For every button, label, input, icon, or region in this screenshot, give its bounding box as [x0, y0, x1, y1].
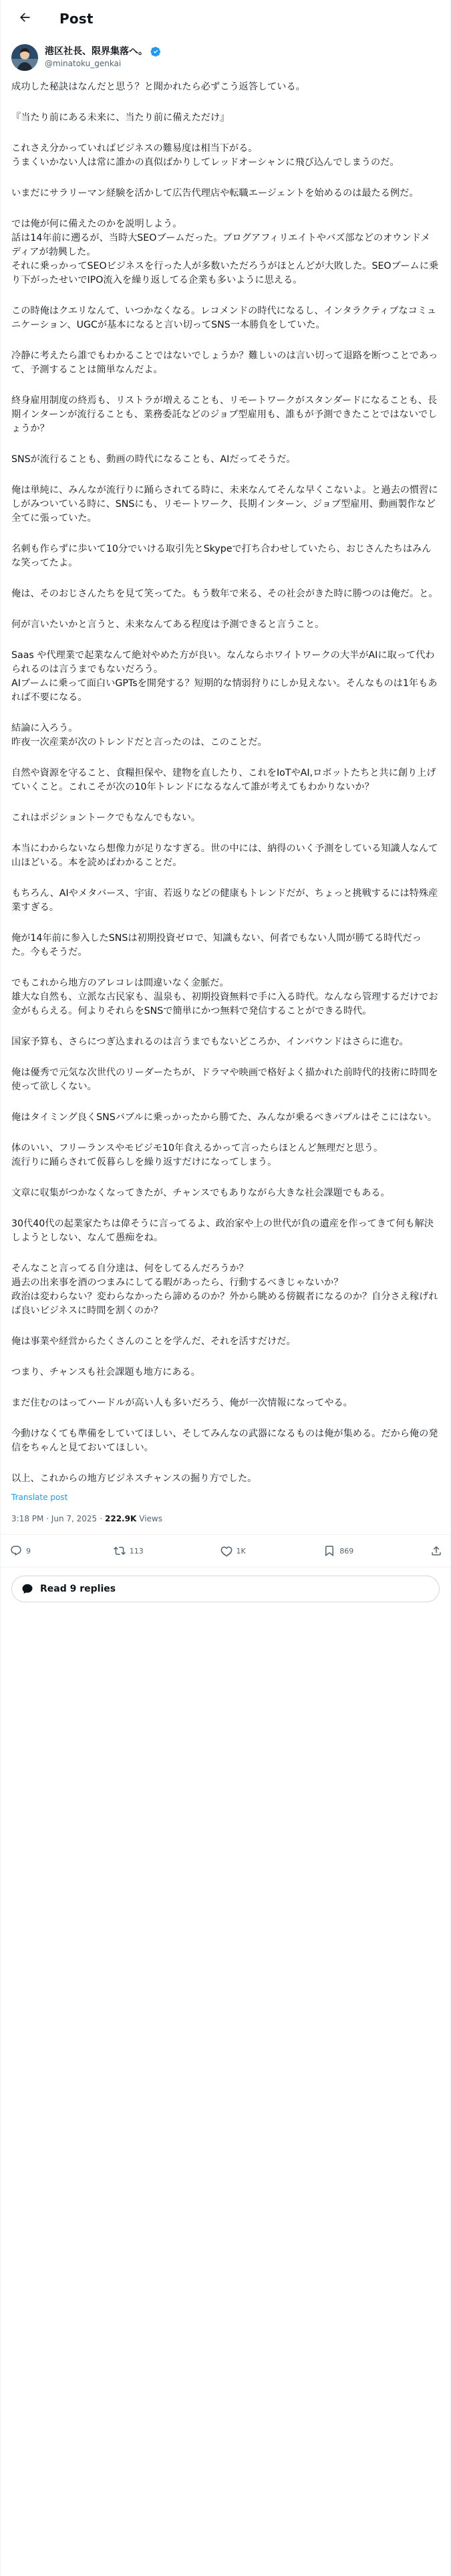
like-count: 1K: [236, 1546, 246, 1555]
reply-button[interactable]: [10, 1545, 37, 1557]
views-count: 222.9K: [105, 1514, 137, 1523]
tweet-paragraph: 結論に入ろう。 昨夜一次産業が次のトレンドだと言ったのは、このことだ。: [11, 723, 267, 748]
author-names: [45, 45, 161, 70]
tweet-paragraph: 自然や資源を守ること、食糧担保や、建物を直したり、これをIoTやAI,ロボットたちと共に創り上げていくこと。これこそが次の10年トレンドになるなんて誰が考えてもわかりないか？: [11, 768, 436, 792]
timestamp[interactable]: 3:18 PM · Jun 7, 2025: [11, 1514, 98, 1523]
tweet-text: [11, 80, 440, 1486]
tweet-paragraph: 俺が14年前に参入したSNSは初期投資ゼロで、知識もない、何者でもない人間が勝てる時代だった。今もそうだ。: [11, 933, 422, 958]
action-bar: [1, 1534, 450, 1568]
heart-icon: [220, 1545, 233, 1557]
tweet-paragraph: いまだにサラリーマン経験を活かして広告代理店や転職エージェントを始めるのは最たる例だ。: [11, 188, 419, 199]
author-row: [11, 44, 440, 71]
share-icon: [430, 1545, 442, 1557]
tweet-paragraph: まだ住むのはってハードルが高い人も多いだろう、俺が一次情報になってやる。: [11, 1398, 353, 1408]
replies-section: [1, 1568, 450, 1610]
tweet-paragraph: 俺は優秀で元気な次世代のリーダーたちが、ドラマや映画で格好よく描かれた前時代的技術に時間を使って欲しくない。: [11, 1067, 438, 1092]
repost-button[interactable]: [114, 1545, 144, 1557]
tweet-paragraph: 何が言いたいかと言うと、未来なんてある程度は予測できると言うこと。: [11, 619, 325, 630]
repost-count: 113: [129, 1546, 144, 1555]
tweet-paragraph: 冷静に考えたら誰でもわかることではないでしょうか？難しいのは言い切って退路を断つことであって、予測することは簡単なんだよ。: [11, 350, 438, 375]
tweet-paragraph: 国家予算も、さらにつぎ込まれるのは言うまでもないどころか、インバウンドはさらに進む。: [11, 1037, 409, 1047]
bookmark-button[interactable]: [323, 1545, 353, 1557]
repost-icon: [114, 1545, 126, 1557]
name-line: [45, 45, 161, 58]
tweet-paragraph: SNSが流行ることも、動画の時代になることも、AIだってそうだ。: [11, 454, 296, 465]
speech-bubble-icon: [21, 1583, 33, 1595]
tweet-paragraph: 名刺も作らずに歩いて10分でいける取引先とSkypeで打ち合わせしていたら、おじさんたちはみんな笑ってたよ。: [11, 544, 432, 568]
avatar[interactable]: [11, 44, 38, 71]
views-label: Views: [139, 1514, 162, 1523]
tweet-paragraph: これはポジショントークでもなんでもない。: [11, 813, 201, 823]
like-button[interactable]: [220, 1545, 247, 1557]
read-replies-label: Read 9 replies: [40, 1584, 116, 1594]
bookmark-icon: [323, 1545, 335, 1557]
back-button[interactable]: [13, 7, 37, 31]
tweet-paragraph: 俺は事業や経営からたくさんのことを学んだ、それを活すだけだ。: [11, 1336, 296, 1347]
tweet-paragraph: これさえ分かっていればビジネスの難易度は相当下がる。 うまくいかない人は常に誰かの真似ばかりしてレッドオーシャンに飛び込んでしまうのだ。: [11, 143, 400, 168]
top-bar: [1, 0, 450, 37]
tweet-paragraph: 以上、これからの地方ビジネスチャンスの掘り方でした。: [11, 1473, 257, 1484]
tweet-paragraph: つまり、チャンスも社会課題も地方にある。: [11, 1367, 200, 1378]
tweet-paragraph: 終身雇用制度の終焉も、リストラが増えることも、リモートワークがスタンダードになることも、長期インターンが流行ることも、業務委託などのジョブ型雇用も、誰もが予測できたことではないでしょうか？: [11, 395, 438, 434]
tweet: [1, 37, 450, 1534]
tweet-paragraph: 成功した秘訣はなんだと思う？と聞かれたら必ずこう返答している。: [11, 82, 305, 92]
tweet-paragraph: でもこれから地方のアレコレは間違いなく金脈だ。 雄大な自然も、立派な古民家も、温泉も、初期投資無料で手に入る時代。なんなら管理するだけでお金がもらえる。何よりそれらをSNSで簡単にかつ無料で発信することができる時代。: [11, 978, 438, 1016]
tweet-paragraph: 30代40代の起業家たちは偉そうに言ってるよ、政治家や上の世代が負の遺産を作ってきて何も解決しようとしない、なんて愚痴をね。: [11, 1218, 434, 1243]
author-handle[interactable]: @minatoku_genkai: [45, 59, 122, 68]
tweet-paragraph: そんなこと言ってる自分達は、何をしてるんだろうか？ 過去の出来事を酒のつまみにしてる暇があったら、行動するべきじゃないか？ 政治は変わらない？変わらなかったら諦めるのか？外から眺める傍観者になるのか？自分さえ稼げれば良いビジネスに時間を割くのか？: [11, 1263, 438, 1316]
read-replies-button[interactable]: [11, 1576, 440, 1602]
tweet-paragraph: 俺はタイミング良くSNSバブルに乗っかったから勝てた、みんなが乗るべきバブルはそこにはない。: [11, 1112, 437, 1123]
tweet-meta: [11, 1514, 440, 1534]
tweet-paragraph: もちろん、AIやメタバース、宇宙、若返りなどの健康もトレンドだが、ちょっと挑戦するには特殊産業すぎる。: [11, 888, 438, 913]
tweet-paragraph: この時俺はクエリなんて、いつかなくなる。レコメンドの時代になるし、インタラクティブなコミュニケーション、UGCが基本になると言い切ってSNS一本勝負をしていた。: [11, 306, 436, 330]
tweet-paragraph: 文章に収集がつかなくなってきたが、チャンスでもありながら大きな社会課題でもある。: [11, 1188, 390, 1198]
reply-count: 9: [26, 1546, 31, 1555]
tweet-paragraph: 俺は単純に、みんなが流行りに踊らされてる時に、未来なんてそんな早くこないよ。と過去の慣習にしがみついている時に、SNSにも、リモートワーク、長期インターン、ジョブ型雇用、動画製作など全てに張っていた。: [11, 485, 438, 524]
arrow-left-icon: [18, 11, 31, 27]
tweet-paragraph: 本当にわからないなら想像力が足りなすぎる。世の中には、納得のいく予測をしている知識人なんて山ほどいる。本を読めばわかることだ。: [11, 843, 438, 868]
page-title: Post: [59, 11, 94, 27]
verified-badge-icon: [150, 46, 161, 57]
tweet-paragraph: では俺が何に備えたのかを説明しよう。 話は14年前に遡るが、当時大SEOブームだった。ブログアフィリエイトやバズ部などのオウンドメディアが勃興した。 それに乗っかってSEOビジネスを行った人が多数いただろうがほとんどが大敗した。SEOブームに乗り下がったせいでIPO流入を繰り返してる企業も多いように思える。: [11, 219, 439, 286]
tweet-paragraph: 今動けなくても準備をしていてほしい、そしてみんなの武器になるものは俺が集める。だから俺の発信をちゃんと見ておいてほしい。: [11, 1428, 438, 1453]
bookmark-count: 869: [339, 1546, 354, 1555]
profile-photo-icon: [11, 44, 38, 71]
share-button[interactable]: [430, 1545, 444, 1557]
reply-icon: [10, 1545, 22, 1557]
tweet-paragraph: Saas や代理業で起業なんて絶対やめた方が良い。なんならホワイトワークの大半がAIに取って代わられるのは言うまでもないだろう。 AIブームに乗って面白いGPTsを開発する？短期的な情弱狩りにしか見えない。そんなものは1年もあれば不要になる。: [11, 650, 438, 703]
tweet-paragraph: 体のいい、フリーランスやモビジモ10年食えるかって言ったらほとんど無理だと思う。 流行りに踊らされて仮暮らしを繰り返すだけになってしまう。: [11, 1143, 384, 1168]
author-display-name[interactable]: 港区社長、限界集落へ。: [45, 46, 148, 57]
translate-post-link[interactable]: Translate post: [11, 1493, 68, 1502]
tweet-paragraph: 俺は、そのおじさんたちを見て笑ってた。もう数年で来る、その社会がきた時に勝つのは俺だ。と。: [11, 588, 438, 599]
meta-separator: ·: [100, 1514, 102, 1523]
tweet-paragraph: 『当たり前にある未来に、当たり前に備えただけ』: [11, 112, 230, 123]
